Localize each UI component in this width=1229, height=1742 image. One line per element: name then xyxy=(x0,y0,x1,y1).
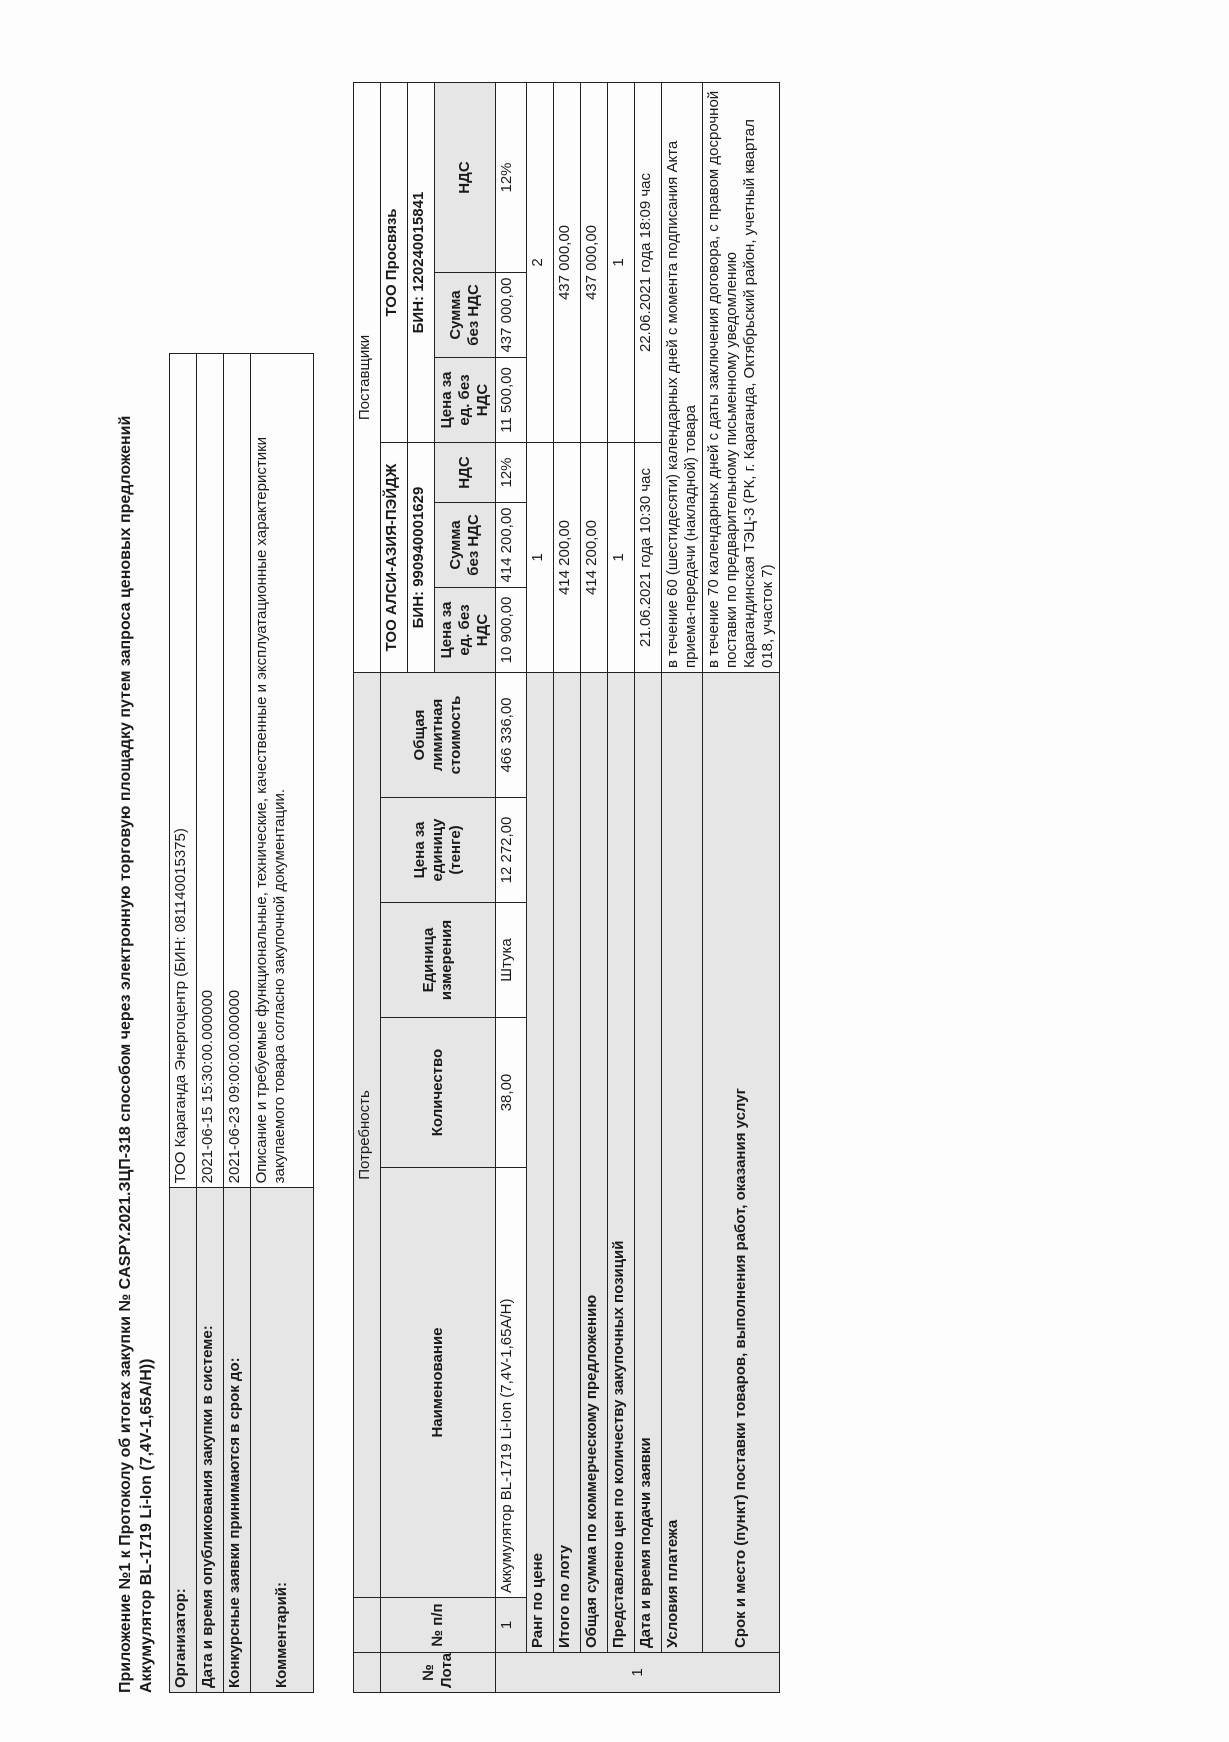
supplier-1-name: ТОО АЛСИ-АЗИЯ-ПЭЙДЖ xyxy=(381,443,408,673)
s1-col-unit-price: Цена за ед. без НДС xyxy=(435,588,496,673)
s2-col-sum: Сумма без НДС xyxy=(435,273,496,358)
delivery-text-terms: в течение 70 календарных дней с даты заключения договора, с правом досрочной поставки по предварительному письменному уведомлению xyxy=(705,90,740,668)
col-price-header: Цена за единицу (тенге) xyxy=(381,798,496,903)
item-num: 1 xyxy=(496,1598,527,1653)
rank-label: Ранг по цене xyxy=(527,673,554,1653)
col-name-header: Наименование xyxy=(381,1168,496,1598)
info-label: Конкурсные заявки принимаются в срок до: xyxy=(224,1188,251,1693)
s1-vat: 12% xyxy=(496,443,527,503)
delivery-text-place: Карагандинская ТЭЦ-3 (РК, г. Караганда, Октябрьский район, учетный квартал 018, участок 7) xyxy=(741,119,776,668)
payment-label: Условия платежа xyxy=(662,673,703,1653)
s1-lot-total: 414 200,00 xyxy=(554,443,581,673)
item-price: 12 272,00 xyxy=(496,798,527,903)
positions-label: Представлено цен по количеству закупочных позиций xyxy=(608,673,635,1653)
submitted-label: Дата и время подачи заявки xyxy=(635,673,662,1653)
s2-lot-total: 437 000,00 xyxy=(554,83,581,443)
item-row xyxy=(496,83,527,1693)
commercial-total-row xyxy=(581,83,608,1693)
info-value: Описание и требуемые функциональные, технические, качественные и эксплуатационные характеристики закупаемого товара согласно закупочной документации. xyxy=(251,354,314,1188)
info-value: ТОО Караганда Энергоцентр (БИН: 081140015375) xyxy=(170,354,197,1188)
delivery-text xyxy=(703,83,780,673)
info-row-comment xyxy=(251,354,314,1693)
info-value: 2021-06-23 09:00:00.000000 xyxy=(224,354,251,1188)
s1-col-vat: НДС xyxy=(435,443,496,503)
col-unit-header: Единица измерения xyxy=(381,903,496,1018)
supplier-name-row xyxy=(381,83,408,1693)
delivery-label: Срок и место (пункт) поставки товаров, выполнения работ, оказания услуг xyxy=(703,673,780,1653)
info-label: Организатор: xyxy=(170,1188,197,1693)
submitted-row xyxy=(635,83,662,1693)
rotated-content xyxy=(115,83,1005,1693)
col-total-header: Общая лимитная стоимость xyxy=(381,673,496,798)
info-label: Дата и время опубликования закупки в системе: xyxy=(197,1188,224,1693)
info-table xyxy=(169,353,314,1693)
document-title xyxy=(115,93,157,1693)
s2-unit-price: 11 500,00 xyxy=(496,358,527,443)
delivery-row xyxy=(703,83,780,1693)
s2-sum: 437 000,00 xyxy=(496,273,527,358)
s2-positions: 1 xyxy=(608,83,635,443)
item-total: 466 336,00 xyxy=(496,673,527,798)
item-unit: Штука xyxy=(496,903,527,1018)
item-name: Аккумулятор BL-1719 Li-Ion (7,4V-1,65A/H) xyxy=(496,1168,527,1598)
s2-commercial-total: 437 000,00 xyxy=(581,83,608,443)
s1-sum: 414 200,00 xyxy=(496,503,527,588)
item-qty: 38,00 xyxy=(496,1018,527,1168)
offers-table xyxy=(353,82,780,1693)
col-num-header: № п/п xyxy=(381,1598,496,1653)
title-line-2: Аккумулятор BL-1719 Li-Ion (7,4V-1,65A/H)) xyxy=(138,1358,155,1693)
need-header: Потребность xyxy=(354,673,381,1598)
info-row-deadline xyxy=(224,354,251,1693)
lot-total-row xyxy=(554,83,581,1693)
lot-total-label: Итого по лоту xyxy=(554,673,581,1653)
supplier-2-bin: БИН: 120240015841 xyxy=(408,83,435,443)
s2-col-vat: НДС xyxy=(435,83,496,273)
col-qty-header: Количество xyxy=(381,1018,496,1168)
lot-number: 1 xyxy=(496,1653,780,1693)
s2-submitted: 22.06.2021 года 18:09 час xyxy=(635,83,662,443)
info-value: 2021-06-15 15:30:00.000000 xyxy=(197,354,224,1188)
commercial-total-label: Общая сумма по коммерческому предложению xyxy=(581,673,608,1653)
payment-text: в течение 60 (шестидесяти) календарных дней с момента подписания Акта приема-передачи (накладной) товара xyxy=(662,83,703,673)
s1-col-sum: Сумма без НДС xyxy=(435,503,496,588)
group-header-row xyxy=(354,83,381,1693)
supplier-2-name: ТОО Просвязь xyxy=(381,83,408,443)
s1-commercial-total: 414 200,00 xyxy=(581,443,608,673)
s1-rank: 1 xyxy=(527,443,554,673)
rank-row xyxy=(527,83,554,1693)
positions-row xyxy=(608,83,635,1693)
info-row-organizer xyxy=(170,354,197,1693)
s2-col-unit-price: Цена за ед. без НДС xyxy=(435,358,496,443)
suppliers-header: Поставщики xyxy=(354,83,381,673)
s1-submitted: 21.06.2021 года 10:30 час xyxy=(635,443,662,673)
payment-row xyxy=(662,83,703,1693)
supplier-1-bin: БИН: 990940001629 xyxy=(408,443,435,673)
info-label: Комментарий: xyxy=(251,1188,314,1693)
s2-vat: 12% xyxy=(496,83,527,273)
s1-unit-price: 10 900,00 xyxy=(496,588,527,673)
s2-rank: 2 xyxy=(527,83,554,443)
col-lot-header: № Лота xyxy=(381,1653,496,1693)
info-row-published xyxy=(197,354,224,1693)
title-line-1: Приложение №1 к Протоколу об итогах закупки № CASPY.2021.ЗЦП-318 способом через электронную торговую площадку путем запроса ценовых предложений xyxy=(117,415,134,1693)
s1-positions: 1 xyxy=(608,443,635,673)
